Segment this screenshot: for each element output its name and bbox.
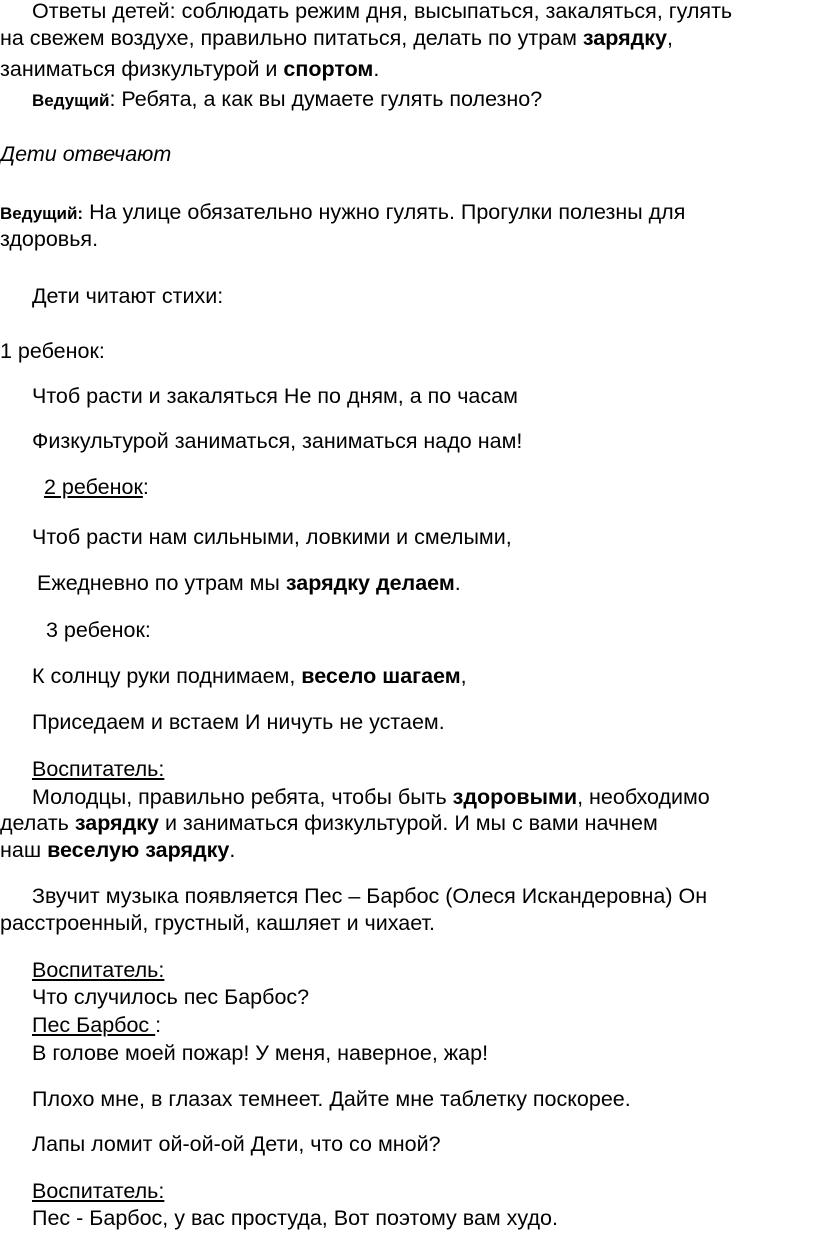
- child1-line-1: Чтоб расти и закаляться Не по дням, а по часам: [32, 384, 518, 408]
- intro-line-2: на свежем воздухе, правильно питаться, делать по утрам зарядку,: [0, 26, 673, 50]
- kids-read: Дети читают стихи:: [32, 284, 224, 308]
- host-line-2b: здоровья.: [0, 227, 99, 251]
- child1-label: 1 ребенок:: [0, 339, 105, 363]
- music-line-2: расстроенный, грустный, кашляет и чихает.: [0, 911, 435, 935]
- teacher2-text: Что случилось пес Барбос?: [32, 985, 310, 1009]
- intro-line-3: заниматься физкультурой и спортом.: [0, 57, 380, 81]
- child3-line-1: К солнцу руки поднимаем, весело шагаем,: [32, 664, 467, 688]
- dog-line-3: Лапы ломит ой-ой-ой Дети, что со мной?: [32, 1132, 441, 1156]
- intro-line-1: Ответы детей: соблюдать режим дня, высыпаться, закаляться, гулять: [32, 0, 733, 23]
- dog-label: Пес Барбос :: [32, 1013, 162, 1037]
- teacher2-label: Воспитатель:: [32, 958, 165, 982]
- music-line-1: Звучит музыка появляется Пес – Барбос (Олеся Искандеровна) Он: [32, 884, 708, 908]
- child2-label: 2 ребенок:: [44, 475, 149, 499]
- teacher1-line-1: Молодцы, правильно ребята, чтобы быть здоровыми, необходимо: [32, 785, 710, 809]
- dog-line-1: В голове моей пожар! У меня, наверное, жар!: [32, 1041, 489, 1065]
- teacher1-label: Воспитатель:: [32, 757, 165, 781]
- child3-label: 3 ребенок:: [46, 618, 151, 642]
- teacher3-label: Воспитатель:: [32, 1179, 165, 1203]
- host-line-1: Ведущий: Ребята, а как вы думаете гулять полезно?: [32, 87, 543, 111]
- host-line-2: Ведущий: На улице обязательно нужно гулять. Прогулки полезны для: [0, 200, 686, 224]
- teacher1-line-3: наш веселую зарядку.: [0, 838, 236, 862]
- child2-line-2: Ежедневно по утрам мы зарядку делаем.: [37, 571, 461, 595]
- child1-line-2: Физкультурой заниматься, заниматься надо нам!: [32, 429, 523, 453]
- child2-line-1: Чтоб расти нам сильными, ловкими и смелыми,: [32, 525, 512, 549]
- teacher1-line-2: делать зарядку и заниматься физкультурой. И мы с вами начнем: [0, 811, 658, 835]
- kids-answer: Дети отвечают: [0, 142, 172, 166]
- teacher3-text: Пес - Барбос, у вас простуда, Вот поэтому вам худо.: [32, 1206, 558, 1230]
- child3-line-2: Приседаем и встаем И ничуть не устаем.: [32, 710, 445, 734]
- dog-line-2: Плохо мне, в глазах темнеет. Дайте мне таблетку поскорее.: [32, 1087, 631, 1111]
